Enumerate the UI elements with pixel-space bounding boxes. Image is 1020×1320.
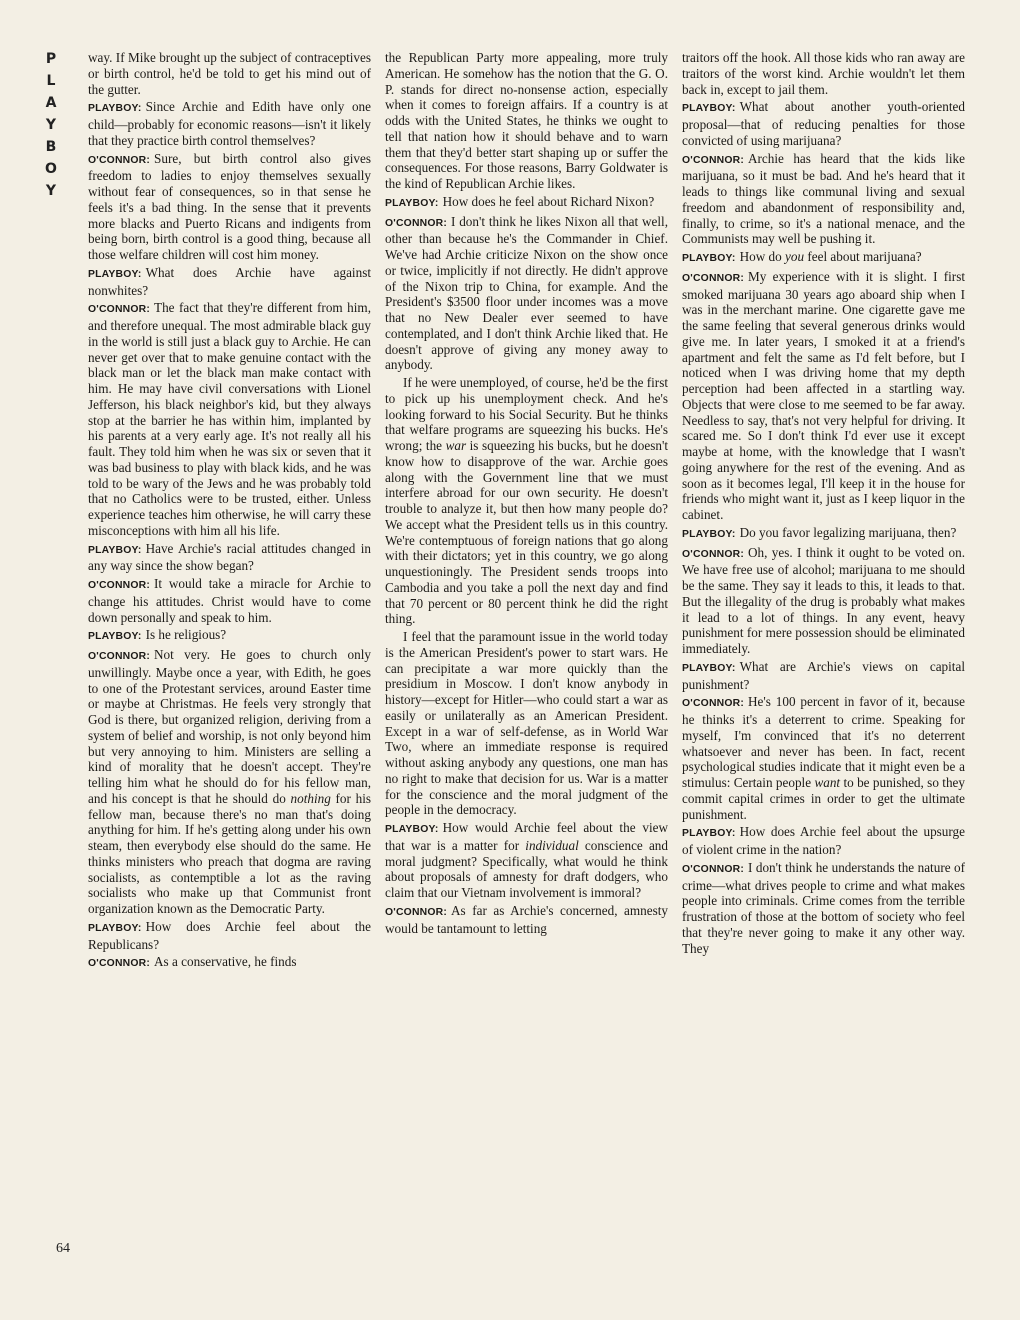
speaker-label: PLAYBOY :: [88, 269, 142, 280]
column-3: [682, 50, 965, 1290]
body-text: If he were unemployed, of course, he'd be the first to pick up his unemployment check. And he's looking forward to his Social Security. But he thinks that welfare programs are squeezing his bucks. He's wrong; the: [385, 375, 668, 453]
body-text: conscience and moral judgment? Specifically, what would he think about proposals of amnesty for draft dodgers, who claim that our Vietnam involvement is immoral?: [385, 837, 668, 900]
body-text: Since Archie and Edith have only one child—probably for economic reasons—isn't it likely that they practice birth control themselves?: [88, 99, 371, 148]
speaker-label: PLAYBOY :: [682, 529, 736, 540]
body-text: Is he religious?: [145, 627, 227, 643]
paragraph: [88, 265, 371, 299]
body-text: How would Archie feel about the view that war is a matter for: [385, 820, 668, 853]
body-text: I feel that the paramount issue in the world today is the American President's power to start wars. He can precipitate a war more quickly than the presidium in Moscow. I don't know anybody in history—except for Hitler—who could start a war as easily or unilaterally as an American President. Except in a war of self-defense, as in World War Two, where an immediate response is required without asking anybody any questions, one man has no right to make that decision for us. War is a matter for the conscience and the moral judgment of the people in the democracy.: [385, 629, 668, 818]
speaker-label: O'CONNOR :: [682, 549, 744, 560]
body-text: feel about marijuana?: [804, 249, 922, 264]
paragraph: [385, 629, 668, 818]
speaker-label: PLAYBOY :: [88, 103, 142, 114]
paragraph: [682, 860, 965, 957]
sidebar-letter: L: [46, 73, 56, 89]
body-text: It would take a miracle for Archie to change his attitudes. Christ would have to come down personally and speak to him.: [88, 576, 371, 625]
speaker-label: O'CONNOR :: [682, 273, 744, 284]
body-text: for his fellow man, because there's no man that's doing anything for him. If he's getting along under his own steam, then everybody else should do the same. He thinks ministers who preach that dogma are raving socialists, as contemptible a lot as the raving socialists who make up that Communist front organization known as the Democratic Party.: [88, 790, 371, 916]
sidebar-letter: P: [45, 51, 57, 67]
sidebar-letter: B: [45, 139, 57, 155]
body-text: What are Archie's views on capital punishment?: [682, 658, 965, 692]
speaker-label: O'CONNOR :: [385, 907, 447, 918]
paragraph: [682, 694, 965, 822]
body-text: is squeezing his bucks, but he doesn't know how to disapprove of the war. Archie goes along with the Government line that we must interfere abroad for our own security. He doesn't trouble to analyze it, but then how many people do? We accept what the President tells us in this country. We're contemptuous of foreign nations that go along with their dictators; yet in this country, we go along unquestioningly. The President sends troops into Cambodia and you take a poll the next day and find that 70 percent or 80 percent think he did the right thing.: [385, 438, 668, 627]
article-columns: [88, 50, 966, 1290]
paragraph: [385, 214, 668, 374]
paragraph: [682, 151, 965, 248]
body-text: As a conservative, he finds: [154, 954, 297, 970]
body-text: I don't think he understands the nature of crime—what drives people to crime and what makes people into criminals. Crime comes from the terrible frustration of those at the bottom of society who feel that they're never going to make it any other way. They: [682, 859, 965, 956]
paragraph: [385, 820, 668, 901]
speaker-label: O'CONNOR :: [88, 155, 150, 166]
body-text: What about another youth-oriented proposal—that of reducing penalties for those convicted of using marijuana?: [682, 99, 965, 148]
emphasized-text: you: [785, 249, 805, 264]
paragraph: [682, 545, 965, 657]
paragraph: [682, 659, 965, 693]
body-text: the Republican Party more appealing, more truly American. He somehow has the notion that the G. O. P. stands for direct no-nonsense action, especially when it comes to foreign affairs. If a country is at odds with the United States, he thinks we ought to tell that nation how it should behave and to warn them that they'd better start shaping up or suffer the consequences. For those reasons, Barry Goldwater is the kind of Republican Archie likes.: [385, 50, 668, 191]
paragraph: [88, 919, 371, 953]
speaker-label: O'CONNOR :: [682, 864, 744, 875]
paragraph: [88, 151, 371, 263]
speaker-label: O'CONNOR :: [88, 651, 150, 662]
paragraph: [88, 300, 371, 538]
paragraph: [88, 954, 371, 972]
paragraph: [88, 576, 371, 625]
body-text: How does Archie feel about the upsurge of violent crime in the nation?: [682, 824, 965, 857]
speaker-label: PLAYBOY :: [385, 824, 439, 835]
paragraph: [88, 541, 371, 575]
body-text: Oh, yes. I think it ought to be voted on. We have free use of alcohol; marijuana to me should be the same. They say it leads to this, it leads to that. But the illegality of the drug is probably what makes it lead to a lot of things. In any event, heavy punishment for mere possession should be eliminated immediately.: [682, 544, 965, 656]
sidebar-letter: O: [45, 161, 57, 177]
emphasized-text: individual: [525, 837, 579, 853]
magazine-sidebar-logo: [38, 48, 64, 202]
sidebar-letter: A: [45, 95, 57, 111]
paragraph: [88, 50, 371, 97]
speaker-label: PLAYBOY :: [88, 545, 142, 556]
speaker-label: PLAYBOY :: [682, 828, 736, 839]
paragraph: [682, 824, 965, 858]
speaker-label: O'CONNOR :: [88, 304, 150, 315]
speaker-label: O'CONNOR :: [385, 218, 447, 229]
body-text: traitors off the hook. All those kids who ran away are traitors of the worst kind. Archie wouldn't let them back in, except to jail them.: [682, 50, 965, 97]
body-text: The fact that they're different from him, and therefore unequal. The most admirable black guy in the world is still just a black guy to Archie. He can never get over that to make genuine contact with the black man or let the black man make contact with him. He may have civil conversations with Lionel Jefferson, his black neighbor's kid, but they always stop at the barrier he has within him, implanted by his parents at a very early age. It's not really all his fault. They told him when he was six or seven that it was bad business to play with black kids, and he was told to be wary of the Jews and he was probably told that no Catholics were to be trusted, either. Unless experience teaches him otherwise, he will carry these misconceptions with him all his life.: [88, 300, 371, 538]
body-text: I don't think he likes Nixon all that well, other than because he's the Commander in Chief. We've had Archie criticize Nixon on the show once or twice, implicitly if not directly. He didn't approve of the Nixon trip to China, for example. And the President's $3500 floor under incomes was a move that no New Dealer ever seemed to have contemplated, and I don't think Archie liked that. He doesn't approve of giving any money away to anybody.: [385, 213, 668, 373]
paragraph: [682, 525, 965, 543]
body-text: He's 100 percent in favor of it, because he thinks it's a deterrent to crime. Speaking for myself, I'm convinced that it's no deterrent whatsoever and never has been. In fact, recent psychological studies indicate that it might even be a stimulus: Certain people: [682, 694, 965, 790]
speaker-label: O'CONNOR :: [88, 580, 150, 591]
paragraph: [682, 50, 965, 97]
emphasized-text: want: [814, 775, 841, 790]
speaker-label: PLAYBOY :: [385, 198, 439, 209]
body-text: Archie has heard that the kids like marijuana, so it must be bad. And he's heard that it leads to things like communal living and sexual freedom and abandonment of responsibility and, finally, to crime, so it's a national menace, and the Communists may well be pushing it.: [682, 150, 965, 247]
emphasized-text: war: [445, 438, 467, 453]
body-text: My experience with it is slight. I first smoked marijuana 30 years ago aboard ship when I was in the merchant marine. One cigarette gave me the same feeling that several generous drinks would give me. In later years, I smoked it at a friend's apartment and felt the same as I'd felt before, but I noticed when I was driving home that my depth perception had been affected in a startling way. Objects that were close to me seemed to be far away. Needless to say, that's not very helpful for driving. It scared me. So I don't think I'd ever use it except maybe at home, with the knowledge that I wasn't going anywhere for the rest of the evening. And as soon as it becomes legal, I'll keep it in the house for friends who might want it, just as I keep liquor in the cabinet.: [682, 268, 965, 522]
column-2: [385, 50, 668, 1290]
paragraph: [385, 50, 668, 192]
speaker-label: PLAYBOY :: [88, 923, 142, 934]
page-number: 64: [56, 1241, 70, 1256]
speaker-label: O'CONNOR :: [682, 155, 744, 166]
paragraph: [88, 647, 371, 917]
paragraph: [682, 269, 965, 523]
body-text: to be punished, so they commit capital crimes in order to get the ultimate punishment.: [682, 775, 965, 822]
body-text: Sure, but birth control also gives freedom to ladies to enjoy themselves sexually without fear of consequences, so in that sense he feels it's a bad thing. In the sense that it prevents more blacks and Puerto Ricans and indigents from being born, birth control is a good thing, because all those welfare children will cost him money.: [88, 150, 371, 262]
body-text: Not very. He goes to church only unwillingly. Maybe once a year, with Edith, he goes to one of the Protestant services, around Easter time or maybe at Christmas. He feels very strongly that God is there, but organized religion, deriving from a system of belief and worship, is not only beyond him but very annoying to him. Ministers are selling a kind of morality that he doesn't accept. They're telling him what he should do for his fellow man, and his concept is that he should do: [88, 647, 371, 806]
body-text: Have Archie's racial attitudes changed in any way since the show began?: [88, 540, 371, 574]
sidebar-letter: Y: [45, 183, 57, 199]
body-text: How does Archie feel about the Republicans?: [88, 918, 371, 952]
body-text: Do you favor legalizing marijuana, then?: [739, 524, 957, 540]
sidebar-letter: Y: [45, 117, 57, 133]
emphasized-text: nothing: [290, 790, 331, 806]
speaker-label: PLAYBOY :: [682, 103, 736, 114]
speaker-label: PLAYBOY :: [682, 253, 736, 264]
body-text: How do: [739, 249, 786, 264]
speaker-label: PLAYBOY :: [682, 663, 736, 674]
body-text: way. If Mike brought up the subject of contraceptives or birth control, he'd be told to get his mind out of the gutter.: [88, 50, 371, 97]
body-text: How does he feel about Richard Nixon?: [442, 193, 655, 209]
body-text: What does Archie have against nonwhites?: [88, 264, 371, 298]
paragraph: [682, 249, 965, 267]
paragraph: [88, 99, 371, 148]
paragraph: [88, 627, 371, 645]
paragraph: [385, 903, 668, 937]
column-1: [88, 50, 371, 1290]
speaker-label: PLAYBOY :: [88, 631, 142, 642]
paragraph: [385, 375, 668, 627]
paragraph: [385, 194, 668, 212]
body-text: As far as Archie's concerned, amnesty would be tantamount to letting: [385, 902, 668, 936]
speaker-label: O'CONNOR :: [682, 698, 744, 709]
paragraph: [682, 99, 965, 148]
speaker-label: O'CONNOR :: [88, 958, 150, 969]
